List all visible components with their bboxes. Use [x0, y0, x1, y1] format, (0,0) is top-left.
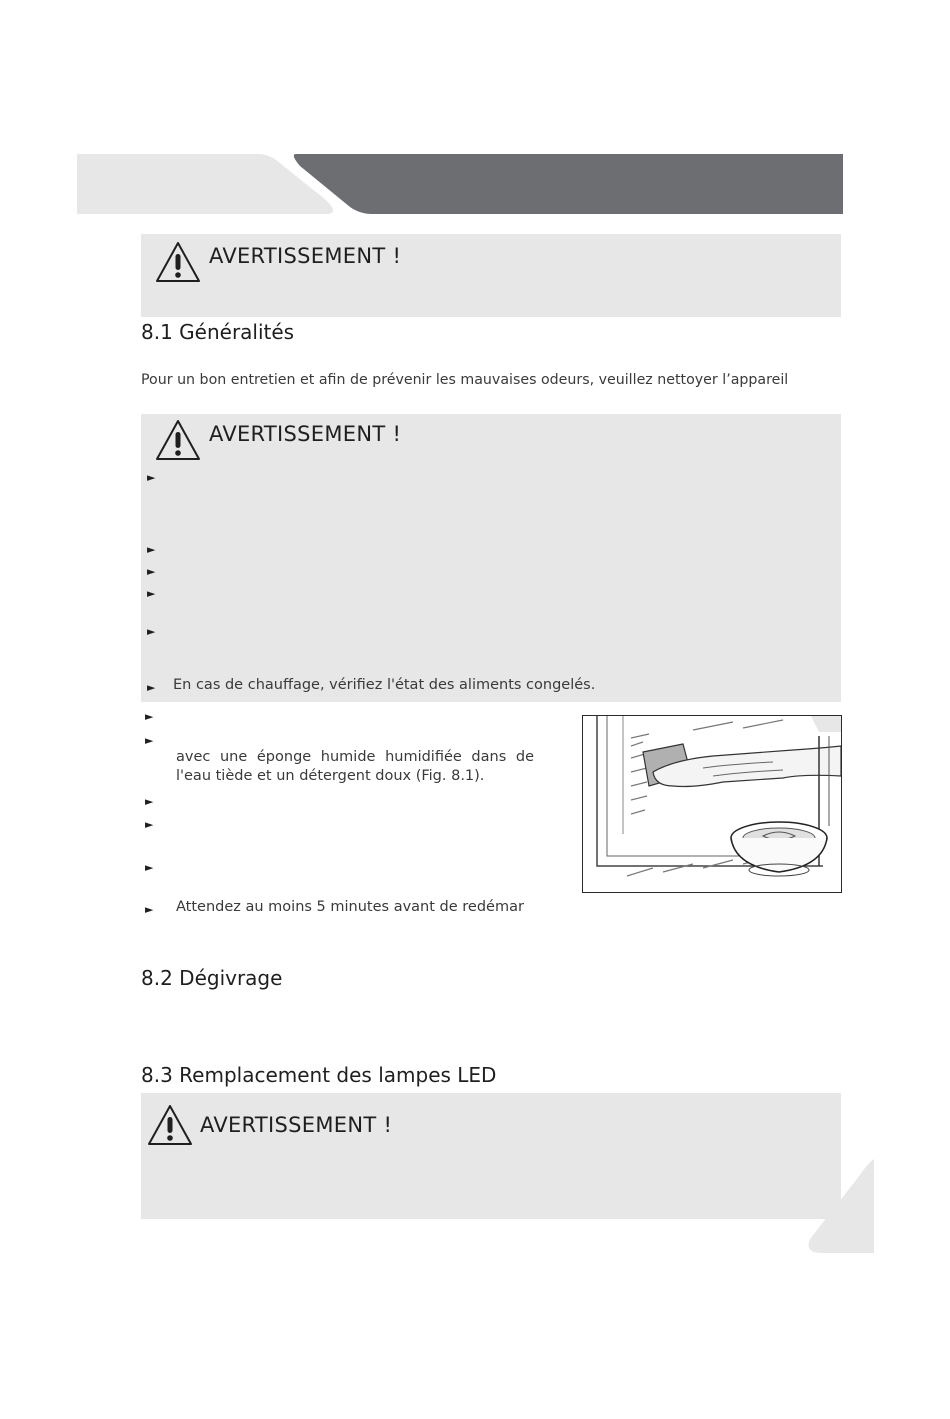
section-title-led: 8.3 Remplacement des lampes LED [141, 1063, 497, 1087]
warning-title-2: AVERTISSEMENT ! [209, 422, 402, 446]
bullet-arrow-icon: ► [147, 471, 156, 484]
bullet-arrow-icon: ► [145, 710, 154, 723]
warning-title-1: AVERTISSEMENT ! [209, 244, 402, 268]
general-intro-text: Pour un bon entretien et afin de prévenir les mauvaises odeurs, veuillez nettoyer l’appareil [141, 372, 789, 388]
warning-box-3 [141, 1093, 841, 1219]
cleaning-bullet-line-2: l'eau tiède et un détergent doux (Fig. 8.1). [176, 768, 485, 784]
figure-cleaning-illustration [582, 715, 842, 893]
bullet-arrow-icon: ► [147, 543, 156, 556]
warning-triangle-icon [146, 1103, 194, 1147]
bullet-arrow-icon: ► [145, 795, 154, 808]
cleaning-bullet-line-1: avec une éponge humide humidifiée dans de [176, 749, 534, 765]
warning-title-3: AVERTISSEMENT ! [200, 1113, 393, 1137]
bullet-arrow-icon: ► [145, 818, 154, 831]
bullet-arrow-icon: ► [147, 681, 156, 694]
bullet-arrow-icon: ► [147, 625, 156, 638]
header-light-tab [77, 154, 333, 214]
bullet-arrow-icon: ► [147, 565, 156, 578]
page-corner-tab [800, 1155, 880, 1255]
header-dark-tab [294, 154, 843, 214]
section-title-general: 8.1 Généralités [141, 320, 295, 344]
header-banner [0, 0, 950, 230]
section-title-defrost: 8.2 Dégivrage [141, 966, 283, 990]
frozen-food-bullet-text: En cas de chauffage, vérifiez l'état des aliments congelés. [173, 677, 596, 693]
cleaning-illustration-drawing [583, 716, 841, 892]
bullet-arrow-icon: ► [145, 861, 154, 874]
bullet-arrow-icon: ► [145, 734, 154, 747]
warning-triangle-icon [154, 240, 202, 284]
bullet-arrow-icon: ► [147, 587, 156, 600]
bullet-arrow-icon: ► [145, 903, 154, 916]
warning-triangle-icon [154, 418, 202, 462]
warning-box-2 [141, 414, 841, 702]
restart-wait-bullet-text: Attendez au moins 5 minutes avant de redémar [176, 899, 524, 915]
